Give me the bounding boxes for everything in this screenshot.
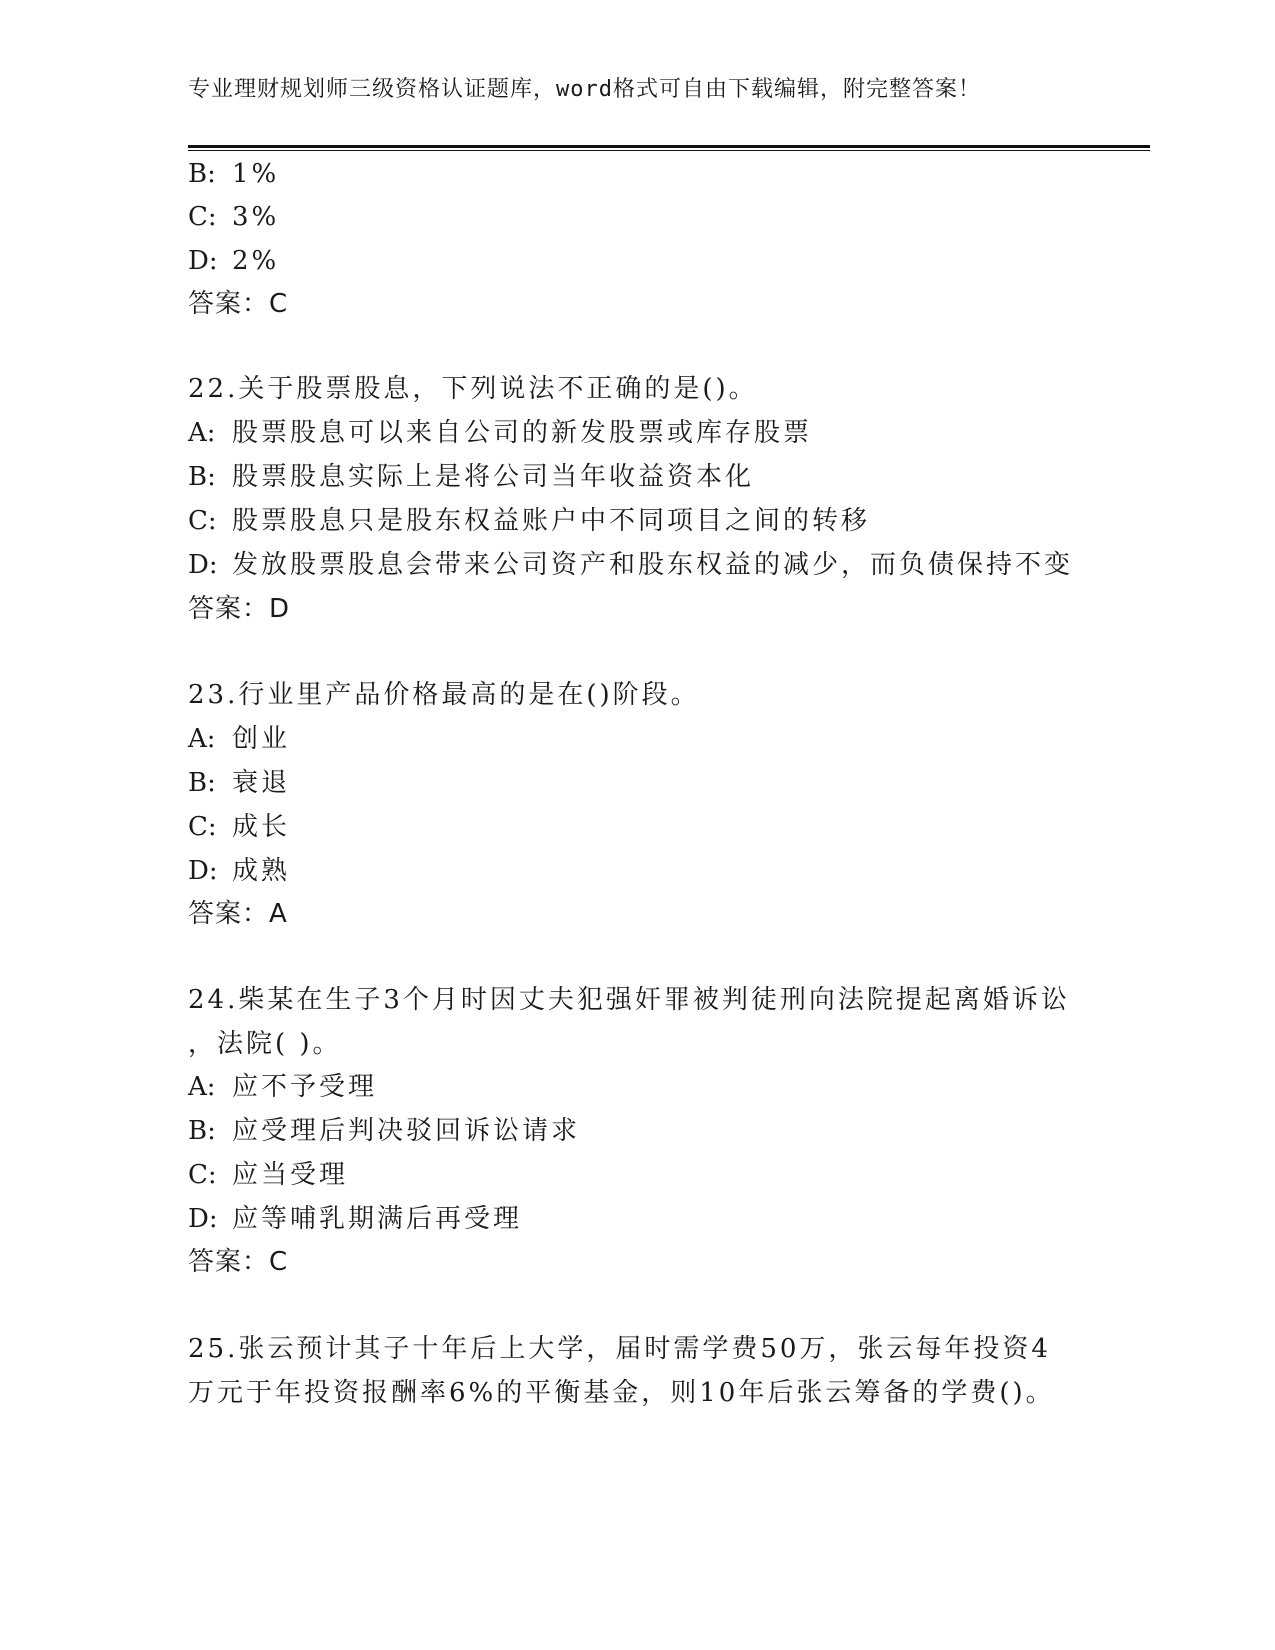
option-label: C: xyxy=(188,202,217,232)
option-label: D: xyxy=(188,856,218,886)
q22-option-a xyxy=(188,416,812,450)
q23-option-a xyxy=(188,722,290,756)
option-text: 股票股息实际上是将公司当年收益资本化 xyxy=(232,462,755,492)
q23-option-b xyxy=(188,766,290,800)
option-label: D: xyxy=(188,1204,218,1234)
option-text: 股票股息可以来自公司的新发股票或库存股票 xyxy=(232,418,813,448)
q24-option-a xyxy=(188,1070,377,1104)
option-text: 2% xyxy=(232,246,280,276)
q24-option-c xyxy=(188,1158,348,1192)
q22-stem: 22.关于股票股息，下列说法不正确的是()。 xyxy=(188,374,758,404)
q25-stem-line2: 万元于年投资报酬率6%的平衡基金，则10年后张云筹备的学费()。 xyxy=(188,1378,1055,1408)
option-label: B: xyxy=(188,1116,216,1146)
q23-stem: 23.行业里产品价格最高的是在()阶段。 xyxy=(188,680,700,710)
header-divider xyxy=(188,145,1150,151)
option-text: 应受理后判决驳回诉讼请求 xyxy=(232,1116,581,1146)
option-label: C: xyxy=(188,1160,217,1190)
option-label: D: xyxy=(188,246,218,276)
q21-option-d xyxy=(188,244,279,278)
option-text: 发放股票股息会带来公司资产和股东权益的减少，而负债保持不变 xyxy=(232,550,1074,580)
option-label: B: xyxy=(188,159,216,189)
q24-option-b xyxy=(188,1114,580,1148)
q21-option-b xyxy=(188,157,279,191)
q24-option-d xyxy=(188,1202,522,1236)
option-label: B: xyxy=(188,768,216,798)
option-label: C: xyxy=(188,812,217,842)
option-text: 衰退 xyxy=(232,768,291,798)
q23-option-c xyxy=(188,810,290,844)
option-text: 成熟 xyxy=(232,856,291,886)
page-header: 专业理财规划师三级资格认证题库，word格式可自由下载编辑，附完整答案！ xyxy=(188,77,981,102)
option-text: 应不予受理 xyxy=(232,1072,378,1102)
q23-answer: 答案：A xyxy=(188,899,288,929)
q24-stem-line1: 24.柴某在生子3个月时因丈夫犯强奸罪被判徒刑向法院提起离婚诉讼 xyxy=(188,985,1070,1015)
q24-answer: 答案：C xyxy=(188,1247,289,1277)
option-label: A: xyxy=(188,1072,216,1102)
q23-option-d xyxy=(188,854,290,888)
option-text: 成长 xyxy=(232,812,291,842)
option-label: A: xyxy=(188,418,216,448)
option-label: C: xyxy=(188,506,217,536)
option-label: B: xyxy=(188,462,216,492)
option-text: 应当受理 xyxy=(232,1160,349,1190)
q22-option-c xyxy=(188,504,870,538)
q22-answer: 答案：D xyxy=(188,594,291,624)
q22-option-d xyxy=(188,548,1073,582)
option-text: 应等哺乳期满后再受理 xyxy=(232,1204,523,1234)
option-text: 创业 xyxy=(232,724,291,754)
option-label: D: xyxy=(188,550,218,580)
q21-answer: 答案：C xyxy=(188,289,289,319)
q25-stem-line1: 25.张云预计其子十年后上大学，届时需学费50万，张云每年投资4 xyxy=(188,1334,1051,1364)
q21-option-c xyxy=(188,200,279,234)
option-label: A: xyxy=(188,724,216,754)
option-text: 股票股息只是股东权益账户中不同项目之间的转移 xyxy=(232,506,871,536)
option-text: 1% xyxy=(232,159,280,189)
q24-stem-line2: ，法院( )。 xyxy=(188,1029,342,1059)
option-text: 3% xyxy=(232,202,280,232)
q22-option-b xyxy=(188,460,754,494)
